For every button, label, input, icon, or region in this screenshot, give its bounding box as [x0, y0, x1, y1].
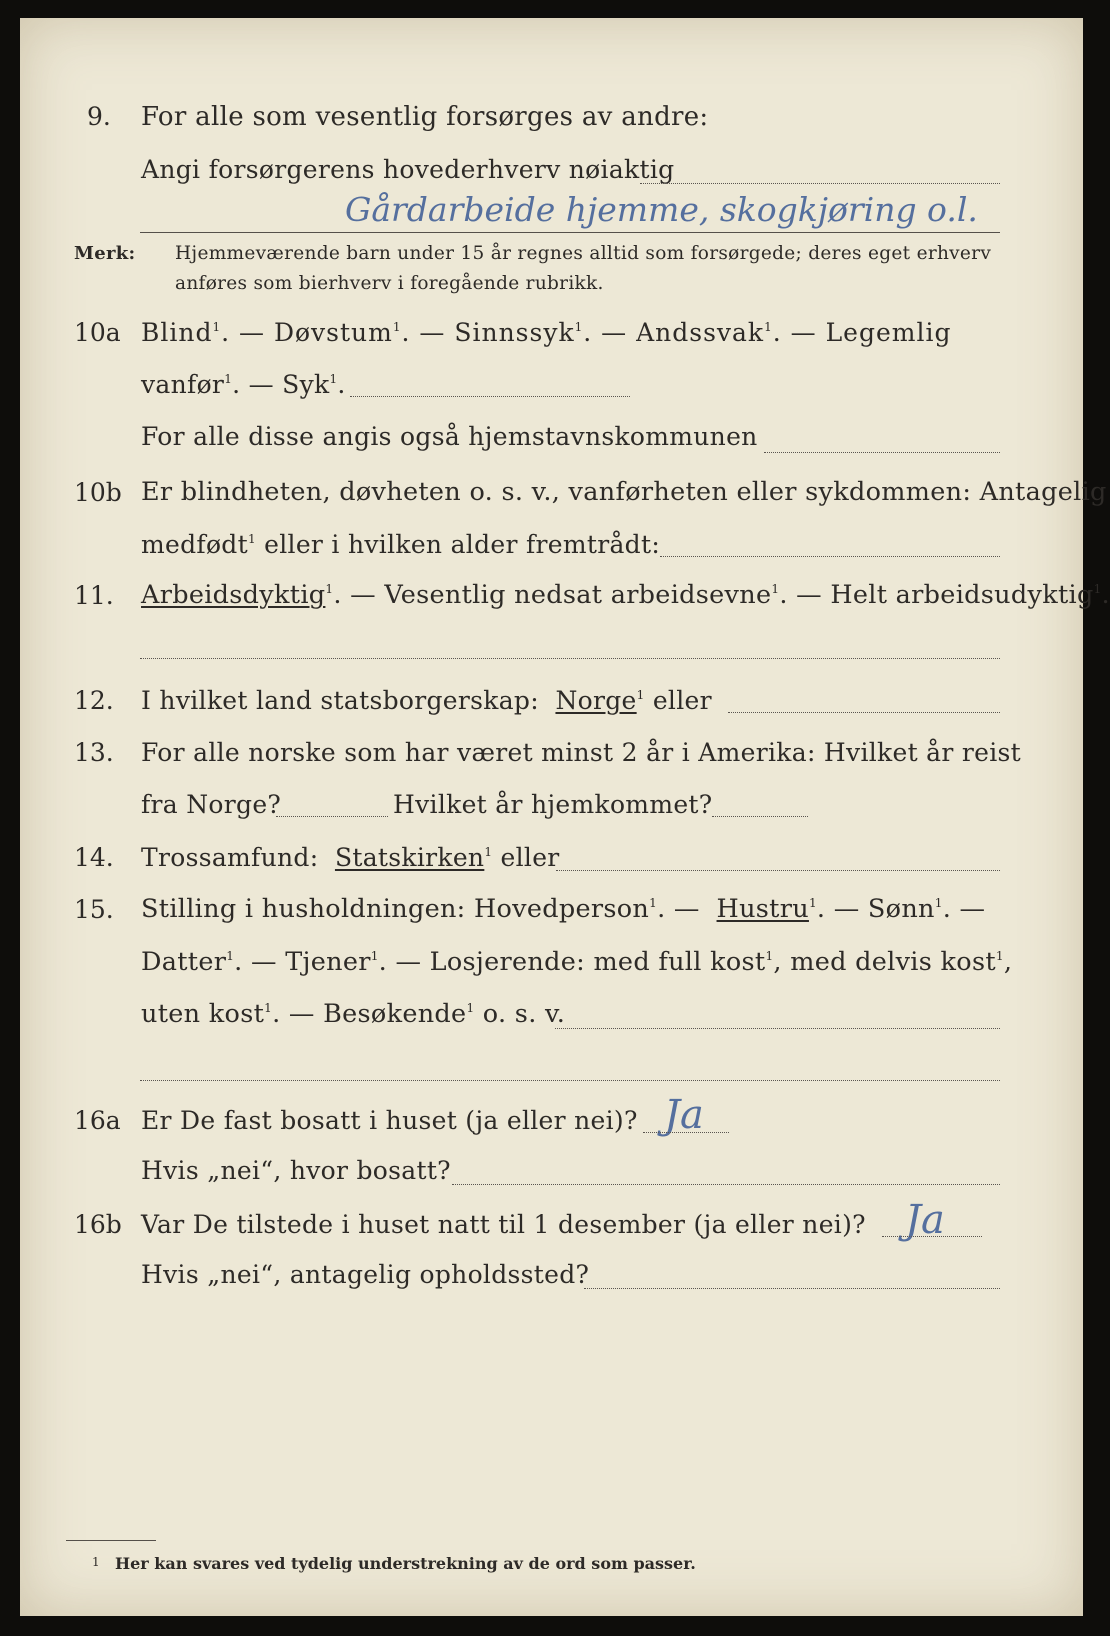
q11-arbeidsdyktig: Arbeidsdyktig: [141, 580, 326, 610]
q15-osv: o. s. v.: [474, 999, 566, 1029]
q9-dotted-line: [640, 183, 1000, 184]
q10a-legemlig: . — Legemlig: [772, 318, 952, 347]
footnote-rule: [66, 1540, 156, 1541]
q11-nedsat: . — Vesentlig nedsat arbeidsevne: [333, 580, 772, 610]
q10a-number: 10a: [74, 318, 121, 347]
q12-text: I hvilket land statsborgerskap:: [141, 686, 539, 715]
q12-line: I hvilket land statsborgerskap: Norge$^1$ eller: [141, 686, 712, 715]
q16b-line: [882, 1236, 982, 1237]
q13-number: 13.: [74, 738, 114, 767]
merk-label: Merk:: [74, 243, 136, 264]
q15-full-kost: . — Losjerende: med full kost: [378, 947, 766, 977]
q16a-line2: Hvis „nei“, hvor bosatt?: [141, 1156, 451, 1185]
q10b-alder: eller i hvilken alder fremtrådt:: [255, 530, 661, 559]
q15-line2: Datter$^1$. — Tjener$^1$. — Losjerende: med full kost$^1$, med delvis kost$^1$,: [141, 947, 1013, 977]
q15-datter: Datter: [141, 947, 227, 977]
q11-line: Arbeidsdyktig$^1$. — Vesentlig nedsat arbeidsevne$^1$. — Helt arbeidsudyktig$^1$.: [141, 580, 1110, 610]
q11-line-blank: [140, 658, 1000, 659]
q15-line3: uten kost$^1$. — Besøkende$^1$ o. s. v.: [141, 999, 566, 1029]
q10b-number: 10b: [74, 478, 122, 507]
q15-sonn: . — Sønn: [816, 894, 935, 924]
q10a-sinnssyk: . — Sinnssyk: [401, 318, 575, 347]
q10a-dovstum: . — Døvstum: [221, 318, 393, 347]
q12-norge: Norge: [555, 686, 637, 715]
q10a-line2: vanfør$^1$. — Syk$^1$.: [141, 370, 346, 399]
q16b-line2: Hvis „nei“, antagelig opholdssted?: [141, 1260, 590, 1289]
q10b-line: [660, 556, 1000, 557]
q16a-line1: Er De fast bosatt i huset (ja eller nei)?: [141, 1106, 638, 1135]
q10a-kommune-line: [764, 452, 1000, 453]
q15-hovedperson: Stilling i husholdningen: Hovedperson: [141, 894, 650, 924]
q10a-blind: Blind: [141, 318, 213, 347]
q9-answer-line: [140, 232, 1000, 233]
q11-number: 11.: [74, 581, 114, 610]
merk-line2: anføres som bierhverv i foregående rubrikk.: [175, 273, 604, 294]
q13-line2b: Hvilket år hjemkommet?: [393, 790, 713, 819]
q10b-line2: medfødt$^1$ eller i hvilken alder fremtrådt:: [141, 530, 661, 559]
q12-eller: eller: [644, 686, 712, 715]
q9-line2: Angi forsørgerens hovederhverv nøiaktig: [141, 155, 675, 184]
q10a-syk: . — Syk: [232, 370, 330, 399]
q15-delvis-kost: , med delvis kost: [773, 947, 996, 977]
q11-udyktig: . — Helt arbeidsudyktig: [779, 580, 1094, 610]
q12-number: 12.: [74, 686, 114, 715]
q15-tjener: . — Tjener: [234, 947, 371, 977]
q14-statskirken: Statskirken: [334, 843, 485, 872]
q10b-line1: Er blindheten, døvheten o. s. v., vanførheten eller sykdommen: Antagelig: [141, 477, 1107, 507]
q14-text: Trossamfund:: [141, 843, 319, 872]
q12-line-blank: [728, 712, 1000, 713]
q15-number: 15.: [74, 895, 114, 924]
q16a-number: 16a: [74, 1106, 121, 1135]
q10a-line1: Blind$^1$. — Døvstum$^1$. — Sinnssyk$^1$. — Andssvak$^1$. — Legemlig: [141, 318, 952, 347]
merk-line1: Hjemmeværende barn under 15 år regnes alltid som forsørgede; deres eget erhverv: [175, 243, 992, 264]
q16a-bosatt-line: [452, 1184, 1000, 1185]
q16b-handwritten-answer: Ja: [905, 1197, 945, 1243]
q14-eller: eller: [492, 843, 560, 872]
q10a-andssvak: . — Andssvak: [583, 318, 765, 347]
q13-reist-line: [276, 816, 388, 817]
q9-number: 9.: [87, 102, 111, 131]
q9-handwritten-answer: Gårdarbeide hjemme, skogkjøring o.l.: [345, 190, 978, 229]
q15-line-blank-1: [555, 1028, 1000, 1029]
q16a-line: [643, 1132, 729, 1133]
q16b-line1: Var De tilstede i huset natt til 1 desember (ja eller nei)?: [141, 1210, 866, 1239]
q13-line1: For alle norske som har været minst 2 år i Amerika: Hvilket år reist: [141, 738, 1022, 767]
footnote-mark: 1: [92, 1555, 100, 1569]
q10b-medfodt: medfødt: [141, 530, 248, 559]
q15-line1: Stilling i husholdningen: Hovedperson$^1$. — Hustru$^1$. — Sønn$^1$. —: [141, 894, 986, 924]
q16b-opholdssted-line: [584, 1288, 1000, 1289]
q9-line1: For alle som vesentlig forsørges av andre:: [141, 102, 709, 132]
q10a-line3: For alle disse angis også hjemstavnskommunen: [141, 422, 758, 451]
q14-number: 14.: [74, 843, 114, 872]
q10a-vanfor: vanfør: [141, 370, 225, 399]
q14-line-blank: [556, 870, 1000, 871]
q15-besokende: . — Besøkende: [272, 999, 467, 1029]
q10a-syk-line: [350, 396, 630, 397]
footnote-text: Her kan svares ved tydelig understrekning av de ord som passer.: [115, 1554, 696, 1573]
q15-hustru: Hustru: [716, 894, 809, 924]
q16b-number: 16b: [74, 1210, 122, 1239]
q13-hjemkommet-line: [712, 816, 808, 817]
q15-line-blank-2: [140, 1080, 1000, 1081]
q13-line2a: fra Norge?: [141, 790, 282, 819]
q14-line: Trossamfund: Statskirken$^1$ eller: [141, 843, 560, 872]
q16a-handwritten-answer: Ja: [664, 1092, 704, 1138]
q15-uten-kost: uten kost: [141, 999, 265, 1029]
